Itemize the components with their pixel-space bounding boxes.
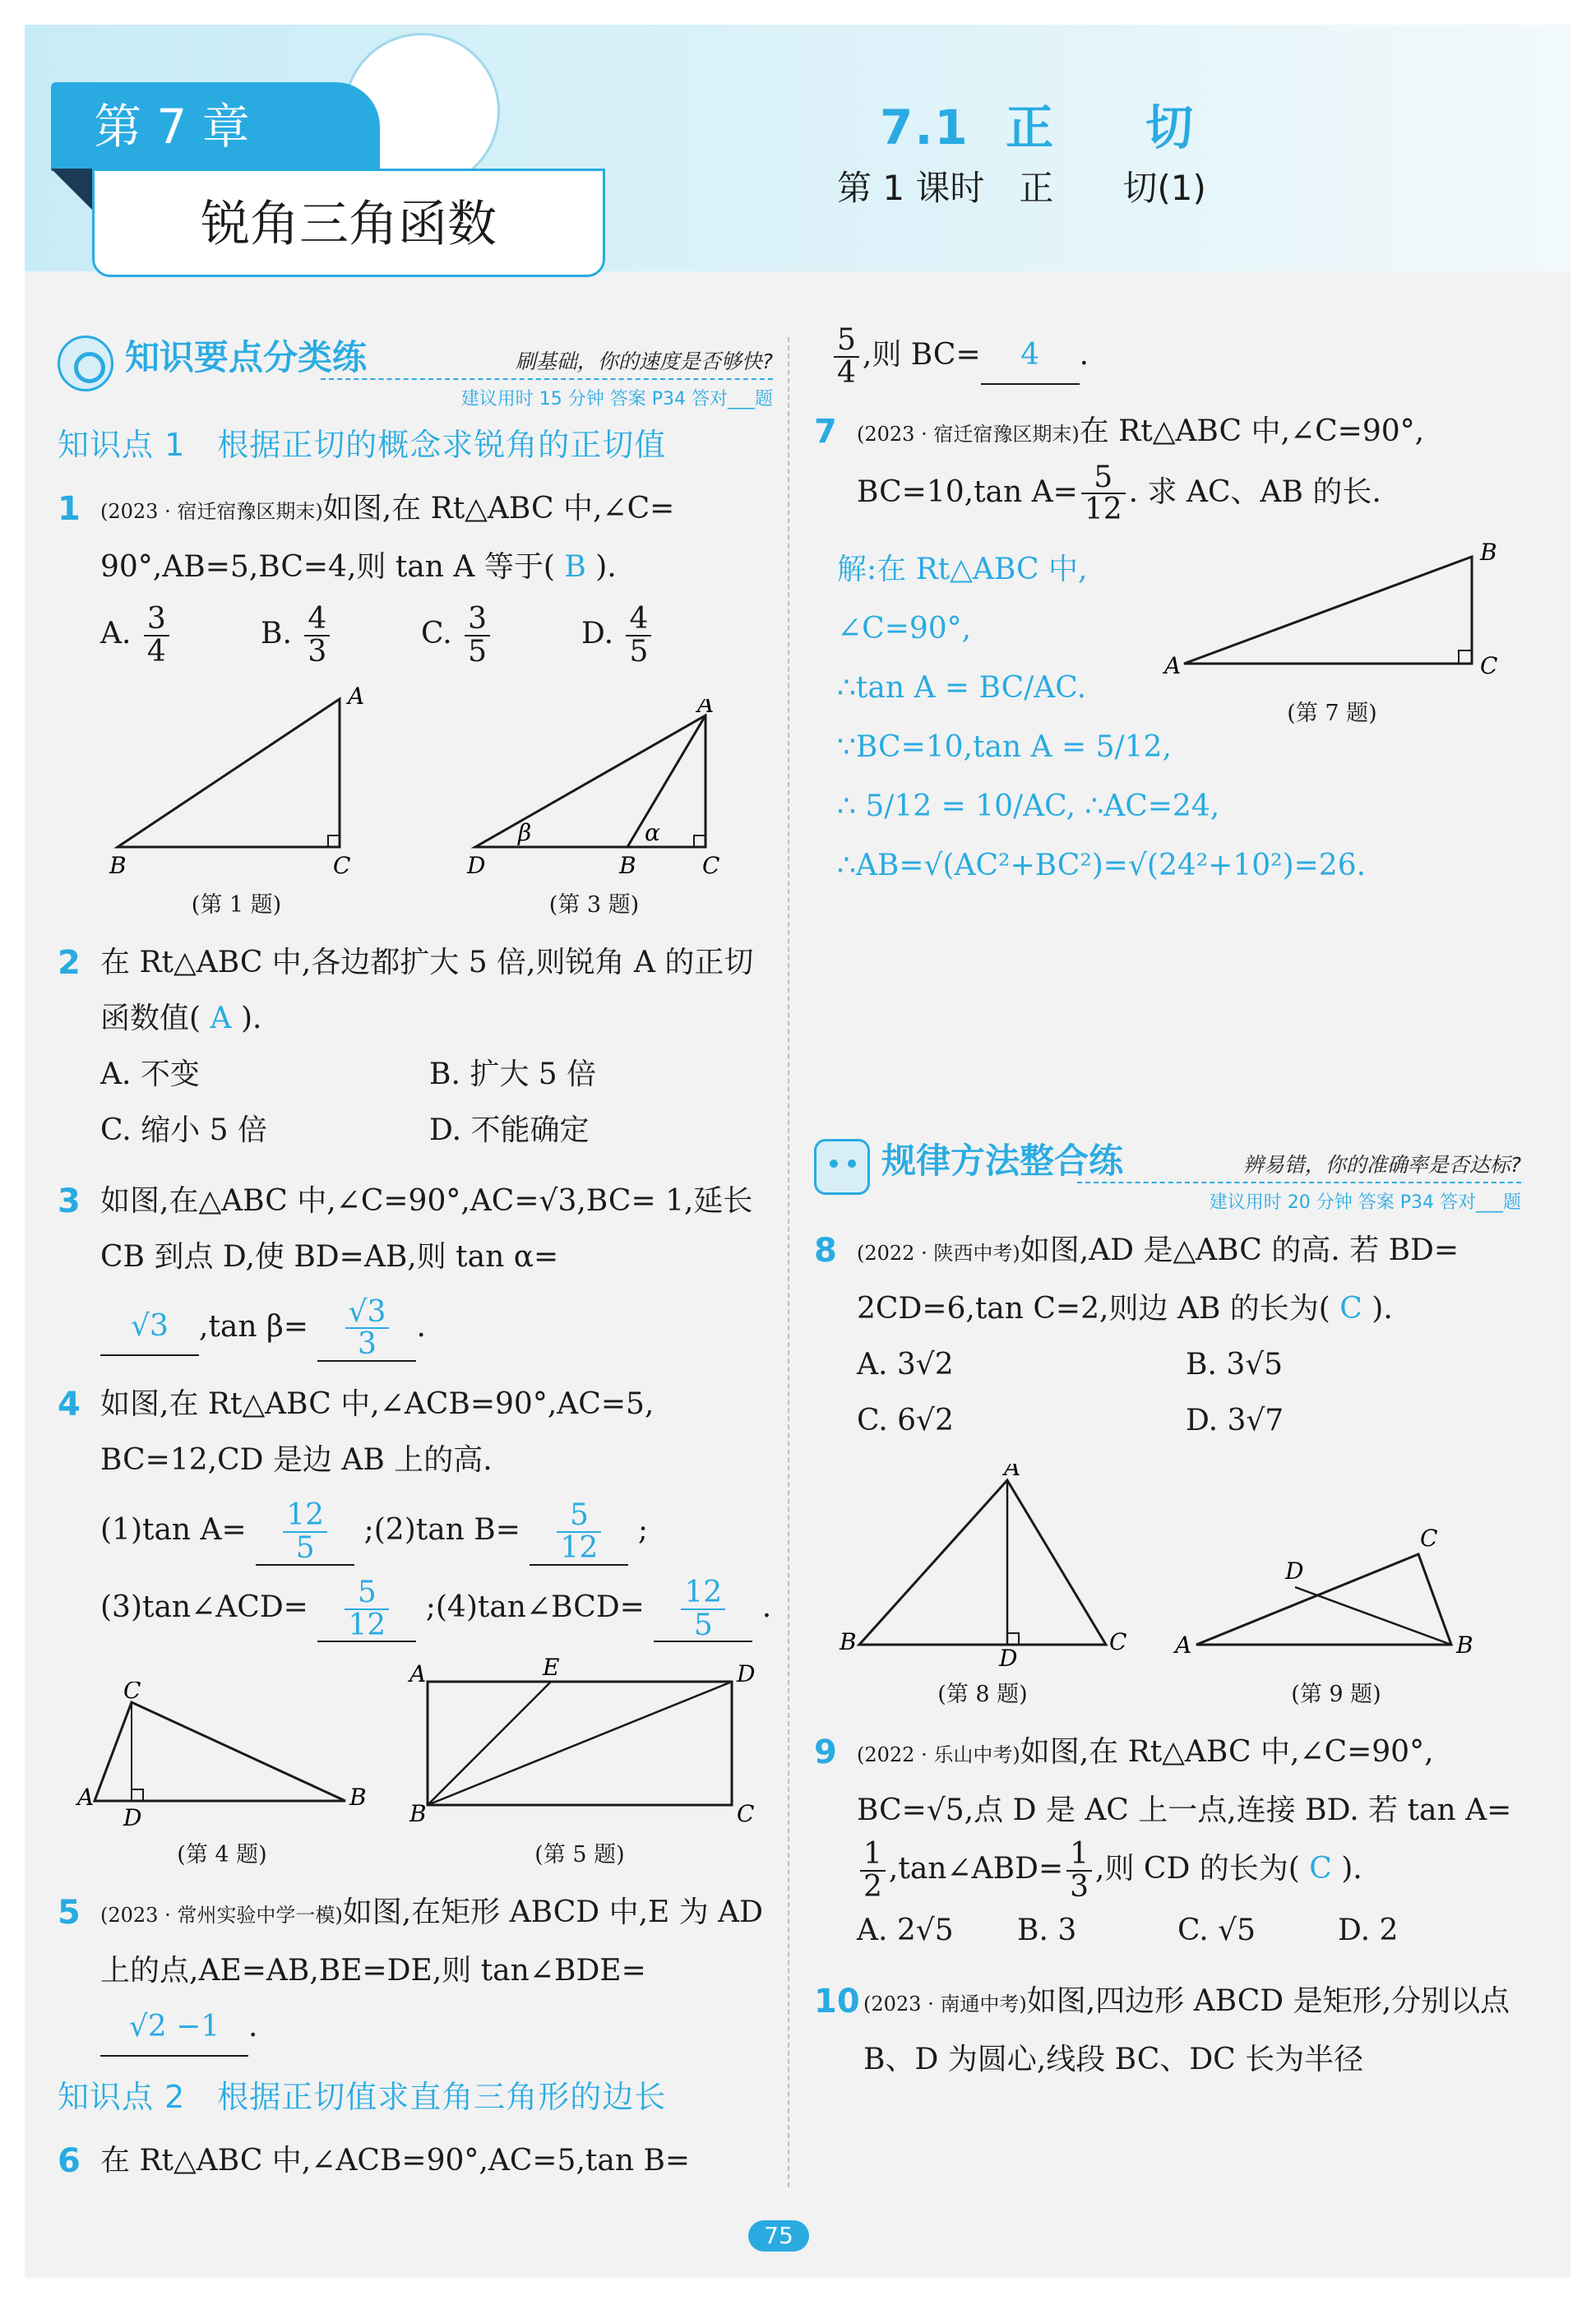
band-divider <box>321 378 773 380</box>
page-number: 75 <box>748 2220 809 2252</box>
svg-text:A: A <box>409 1660 427 1688</box>
question-number: 1 <box>58 490 81 528</box>
svg-text:D: D <box>1285 1557 1304 1585</box>
solution-7-area <box>814 540 1521 1001</box>
figures-8-9 <box>814 1464 1521 1708</box>
band-divider <box>1077 1182 1521 1183</box>
options <box>58 1047 773 1159</box>
answer: A <box>210 1001 232 1035</box>
question-end: ). <box>1341 1851 1362 1886</box>
question-number: 6 <box>58 2142 81 2181</box>
option: A. 3√2 <box>857 1348 954 1382</box>
question-7: 7 (2023 · 宿迁宿豫区期末)在 Rt△ABC 中,∠C=90°, BC=10,tan A= $\frac{5}{12}$ . 求 AC、AB 的长. <box>814 404 1521 526</box>
svg-text:C: C <box>1480 652 1498 680</box>
option: D. 不能确定 <box>429 1113 590 1147</box>
option: D. 3√7 <box>1186 1404 1284 1438</box>
question-number: 9 <box>814 1733 837 1772</box>
figures-4-5 <box>58 1657 773 1868</box>
sub-question: ;(4)tan∠BCD= <box>425 1590 645 1624</box>
sub-question: (1)tan A= <box>100 1512 247 1547</box>
option: C. √5 <box>1177 1913 1256 1947</box>
band-title: 知识要点分类练 <box>125 337 368 377</box>
question-text: 如图,在 Rt△ABC 中,∠C= 90°,AB=5,BC=4,则 tan A 等于( <box>100 492 675 584</box>
svg-text:A: A <box>1004 1464 1021 1482</box>
svg-text:B: B <box>349 1784 367 1812</box>
svg-text:B: B <box>618 851 636 879</box>
options <box>814 1337 1521 1449</box>
question-text: 在 Rt△ABC 中,各边都扩大 5 倍,则锐角 A 的正切函数值( <box>100 945 754 1035</box>
question-text: . 求 AC、AB 的长. <box>1128 474 1381 509</box>
question-1 <box>58 481 773 668</box>
solution-line: ∴AB=√(AC²+BC²)=√(24²+10²)=26. <box>837 849 1367 883</box>
option: D. $\frac{4}{5}$ <box>581 604 742 668</box>
svg-text:D: D <box>737 1660 756 1688</box>
question-text: 如图,四边形 ABCD 是矩形,分别以点 B、D 为圆心,线段 BC、DC 长为半径 <box>863 1983 1510 2076</box>
option: B. 3 <box>1017 1913 1077 1947</box>
lesson-title: 第 1 课时 正 切(1) <box>837 168 1206 208</box>
question-6-continued: $\frac{5}{4}$ ,则 BC= 4 . <box>814 325 1521 389</box>
question-source: (2022 · 乐山中考) <box>857 1743 1020 1767</box>
option: C. 6√2 <box>857 1404 954 1438</box>
answer-blank: √3 <box>100 1298 199 1356</box>
svg-text:A: A <box>77 1784 95 1812</box>
band-info: 建议用时 20 分钟 答案 P34 答对___题 <box>1209 1192 1521 1214</box>
question-number: 2 <box>58 943 81 982</box>
figure-caption: (第 7 题) <box>1287 701 1377 727</box>
option: A. 不变 <box>100 1057 200 1091</box>
svg-text:B: B <box>409 1800 427 1828</box>
knowledge-point-2: 知识点 2 根据正切值求直角三角形的边长 <box>58 2079 667 2116</box>
svg-text:B: B <box>1480 540 1497 567</box>
question-number: 5 <box>58 1894 81 1932</box>
question-number: 8 <box>814 1232 837 1271</box>
answer: C <box>1339 1292 1362 1326</box>
figure-1 <box>101 683 372 919</box>
svg-text:A: A <box>347 682 364 710</box>
figure-3 <box>459 699 730 919</box>
svg-text:D: D <box>999 1645 1018 1670</box>
svg-text:B: B <box>840 1628 857 1656</box>
question-source: (2023 · 常州实验中学一模) <box>100 1904 343 1928</box>
answer-blank: $\frac{12}{5}$ <box>654 1577 752 1643</box>
question-source: (2022 · 陕西中考) <box>857 1242 1020 1266</box>
band-slogan: 刷基础，你的速度是否够快? <box>515 349 773 373</box>
figure-5 <box>403 1657 756 1868</box>
question-9: 9 (2022 · 乐山中考)如图,在 Rt△ABC 中,∠C=90°, BC=√5,点 D 是 AC 上一点,连接 BD. 若 tan A= $\frac{1}{2}$ ,tan∠ABD= $\frac{1}{3}$ ,则 CD 的长为( C ). A. 2√5 B. 3 C. √5 D. 2 <box>814 1724 1521 1959</box>
question-text: 如图,在△ABC 中,∠C=90°,AC=√3,BC= 1,延长 CB 到点 D,使 BD=AB,则 tan α= <box>100 1183 753 1274</box>
sub-question: (3)tan∠ACD= <box>100 1590 308 1624</box>
question-4: 4 如图,在 Rt△ABC 中,∠ACB=90°,AC=5, BC=12,CD 是边 AB 上的高. (1)tan A= $\frac{12}{5}$ ;(2)tan B= $\frac{5}{12}$ ; (3)tan∠ACD= $\frac{5}{12}$ ;(4)tan∠BCD= $\frac{12}{5}$ . <box>58 1377 773 1642</box>
question-source: (2023 · 南通中考) <box>863 1992 1027 2016</box>
answer-blank: $\frac{5}{12}$ <box>317 1577 416 1643</box>
band-knowledge <box>58 329 773 411</box>
answer-blank: 4 <box>981 327 1080 385</box>
figure-9 <box>1172 1521 1501 1708</box>
svg-text:C: C <box>123 1682 141 1705</box>
answer: B <box>564 550 586 584</box>
right-column <box>814 325 1521 2103</box>
figure-8 <box>835 1464 1131 1708</box>
question-text: 如图,在 Rt△ABC 中,∠ACB=90°,AC=5, BC=12,CD 是边 AB 上的高. <box>100 1387 655 1478</box>
option: B. $\frac{4}{3}$ <box>261 604 421 668</box>
question-end: . <box>416 1309 426 1344</box>
question-text: 在 Rt△ABC 中,∠ACB=90°,AC=5,tan B= <box>100 2144 691 2178</box>
question-5: 5 (2023 · 常州实验中学一模)如图,在矩形 ABCD 中,E 为 AD 上的点,AE=AB,BE=DE,则 tan∠BDE= √2 −1 . <box>58 1885 773 2057</box>
svg-text:A: A <box>1175 1632 1192 1659</box>
chapter-title: 锐角三角函数 <box>92 169 605 277</box>
svg-text:C: C <box>737 1800 755 1828</box>
question-number: 7 <box>814 412 837 451</box>
solution-line: ∠C=90°, <box>837 612 972 646</box>
figures-1-3 <box>58 683 773 919</box>
question-end: ). <box>240 1001 262 1035</box>
option: B. 扩大 5 倍 <box>429 1057 597 1091</box>
figure-4 <box>74 1682 370 1868</box>
option: D. 2 <box>1338 1913 1399 1947</box>
answer-blank: $\frac{12}{5}$ <box>256 1500 354 1566</box>
svg-text:α: α <box>644 818 660 846</box>
svg-text:β: β <box>517 818 531 846</box>
answer-blank: $\frac{5}{12}$ <box>530 1500 628 1566</box>
svg-text:A: A <box>1164 652 1182 680</box>
options <box>814 1903 1521 1959</box>
question-end: ). <box>1372 1292 1393 1326</box>
question-text: 如图,AD 是△ABC 的高. 若 BD= 2CD=6,tan C=2,则边 AB 的长为( <box>857 1233 1460 1326</box>
question-text: 在 Rt△ABC 中,∠C=90°, <box>1079 414 1425 448</box>
question-number: 3 <box>58 1182 81 1220</box>
question-text: 如图,在矩形 ABCD 中,E 为 AD 上的点,AE=AB,BE=DE,则 tan∠BDE= <box>100 1895 764 1988</box>
answer-blank: √2 −1 <box>100 1999 248 2057</box>
question-text: ,tan β= <box>199 1309 308 1344</box>
question-3 <box>58 1173 773 1363</box>
svg-text:E: E <box>543 1657 560 1682</box>
svg-text:C: C <box>701 851 719 879</box>
svg-text:C: C <box>1420 1525 1438 1553</box>
svg-text:C: C <box>332 851 350 879</box>
question-text: ,tan∠ABD= <box>888 1851 1064 1886</box>
band-slogan: 辨易错，你的准确率是否达标? <box>1242 1153 1521 1178</box>
question-10 <box>814 1974 1521 2088</box>
section-title: 7.1 正 切 <box>880 100 1196 155</box>
question-end: ). <box>595 550 617 584</box>
band-info: 建议用时 15 分钟 答案 P34 答对___题 <box>460 389 773 410</box>
knowledge-point-1: 知识点 1 根据正切的概念求锐角的正切值 <box>58 427 667 463</box>
figure-caption: (第 5 题) <box>534 1842 625 1868</box>
question-6 <box>58 2133 773 2189</box>
question-text: BC=√5,点 D 是 AC 上一点,连接 BD. 若 tan A= <box>857 1794 1512 1828</box>
figure-caption: (第 9 题) <box>1291 1682 1381 1708</box>
figure-7 <box>1159 540 1505 727</box>
answer-blank: $\frac{√3}{3}$ <box>317 1297 416 1363</box>
options <box>58 604 773 668</box>
sub-question: ;(2)tan B= <box>363 1512 520 1547</box>
question-text: 如图,在 Rt△ABC 中,∠C=90°, <box>1020 1735 1434 1770</box>
option: C. $\frac{3}{5}$ <box>421 604 581 668</box>
left-column <box>58 329 773 2204</box>
question-source: (2023 · 宿迁宿豫区期末) <box>100 500 323 523</box>
option: C. 缩小 5 倍 <box>100 1113 267 1147</box>
question-number: 4 <box>58 1386 81 1424</box>
question-8 <box>814 1223 1521 1449</box>
svg-text:D: D <box>466 851 485 879</box>
column-divider <box>788 337 789 2187</box>
figure-caption: (第 8 题) <box>937 1682 1028 1708</box>
figure-caption: (第 4 题) <box>177 1842 267 1868</box>
question-text: ,则 CD 的长为( <box>1095 1851 1300 1886</box>
svg-text:A: A <box>696 698 714 718</box>
solution-line: ∴ 5/12 = 10/AC, ∴AC=24, <box>837 789 1220 824</box>
question-2 <box>58 935 773 1159</box>
solution-line: 解:在 Rt△ABC 中, <box>837 553 1088 587</box>
robot-icon <box>814 1139 870 1195</box>
option: A. 2√5 <box>857 1913 954 1947</box>
chapter-tag: 第 7 章 <box>51 82 380 171</box>
question-text: BC=10,tan A= <box>857 474 1078 509</box>
svg-text:D: D <box>123 1804 142 1831</box>
question-source: (2023 · 宿迁宿豫区期末) <box>857 422 1080 446</box>
svg-text:B: B <box>1456 1632 1473 1659</box>
figure-caption: (第 3 题) <box>548 891 640 918</box>
solution-line: ∵BC=10,tan A = 5/12, <box>837 730 1172 765</box>
figure-caption: (第 1 题) <box>191 891 282 918</box>
svg-text:C: C <box>1109 1628 1127 1656</box>
svg-text:B: B <box>109 851 127 879</box>
band-method <box>814 1132 1521 1215</box>
option: A. $\frac{3}{4}$ <box>100 604 261 668</box>
question-text: ,则 BC= <box>862 337 981 372</box>
solution-line: ∴tan A = BC/AC. <box>837 671 1087 706</box>
band-title: 规律方法整合练 <box>881 1141 1124 1182</box>
target-icon <box>58 336 113 391</box>
option: B. 3√5 <box>1186 1348 1284 1382</box>
question-number: 10 <box>814 1982 860 2020</box>
answer: C <box>1309 1851 1332 1886</box>
